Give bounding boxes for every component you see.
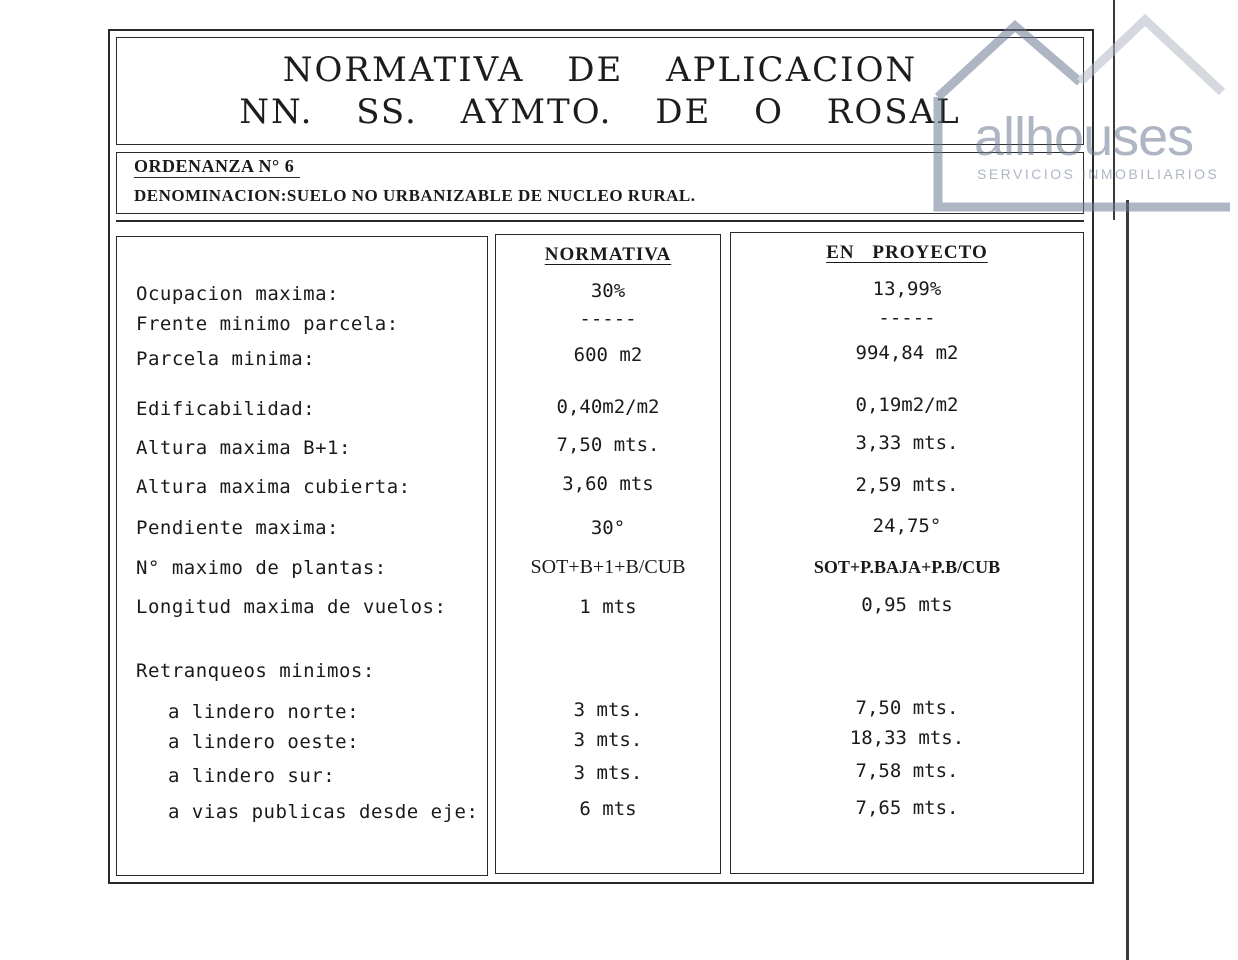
row-proyecto: 7,50 mts. bbox=[855, 697, 959, 719]
row-label: Altura maxima cubierta: bbox=[136, 476, 411, 498]
row-label: a lindero oeste: bbox=[168, 731, 360, 753]
header-normativa: NORMATIVA bbox=[544, 244, 672, 265]
row-normativa: 3 mts. bbox=[573, 729, 643, 751]
row-proyecto: 994,84 m2 bbox=[855, 342, 959, 364]
row-proyecto: 3,33 mts. bbox=[855, 432, 959, 454]
row-label: Parcela minima: bbox=[136, 348, 316, 370]
row-proyecto: 2,59 mts. bbox=[855, 474, 959, 496]
row-label: Longitud maxima de vuelos: bbox=[136, 596, 447, 618]
row-normativa: 0,40m2/m2 bbox=[556, 396, 660, 418]
retranqueos-label: Retranqueos minimos: bbox=[136, 660, 375, 682]
row-normativa: 3 mts. bbox=[573, 699, 643, 721]
page-edge-line-lower bbox=[1126, 200, 1129, 960]
row-normativa: 30% bbox=[590, 280, 626, 302]
row-label: Altura maxima B+1: bbox=[136, 437, 351, 459]
row-label: Edificabilidad: bbox=[136, 398, 316, 420]
row-proyecto: 24,75° bbox=[872, 515, 942, 537]
row-normativa: SOT+B+1+B/CUB bbox=[530, 556, 686, 578]
row-normativa: ----- bbox=[579, 308, 637, 330]
row-proyecto: 7,58 mts. bbox=[855, 760, 959, 782]
row-normativa: 6 mts bbox=[579, 798, 637, 820]
row-proyecto: 0,95 mts bbox=[861, 594, 953, 616]
header-en-proyecto: EN PROYECTO bbox=[826, 242, 988, 263]
watermark-tagline: SERVICIOS INMOBILIARIOS bbox=[977, 166, 1220, 182]
row-label: a vias publicas desde eje: bbox=[168, 801, 479, 823]
row-label: Pendiente maxima: bbox=[136, 517, 339, 539]
row-normativa: 3,60 mts bbox=[562, 473, 654, 495]
row-proyecto: 0,19m2/m2 bbox=[855, 394, 959, 416]
row-normativa: 7,50 mts. bbox=[556, 434, 660, 456]
row-normativa: 3 mts. bbox=[573, 762, 643, 784]
title-line-2: NN. SS. AYMTO. DE O ROSAL bbox=[239, 92, 961, 132]
ordenanza-denominacion: DENOMINACION:SUELO NO URBANIZABLE DE NUCLEO RURAL. bbox=[134, 186, 696, 205]
row-normativa: 1 mts bbox=[579, 596, 637, 618]
row-proyecto: 7,65 mts. bbox=[855, 797, 959, 819]
row-proyecto: ----- bbox=[878, 307, 936, 329]
row-label: N° maximo de plantas: bbox=[136, 557, 387, 579]
ordenanza-rule bbox=[116, 220, 1084, 222]
row-label: Frente minimo parcela: bbox=[136, 313, 399, 335]
row-label: a lindero norte: bbox=[168, 701, 360, 723]
watermark-logo bbox=[930, 12, 1230, 212]
row-proyecto: SOT+P.BAJA+P.B/CUB bbox=[813, 557, 1001, 577]
row-normativa: 30° bbox=[590, 517, 626, 539]
row-proyecto: 18,33 mts. bbox=[849, 727, 965, 749]
watermark-brand: allhouses bbox=[974, 107, 1194, 167]
row-normativa: 600 m2 bbox=[573, 344, 643, 366]
title-line-1: NORMATIVA DE APLICACION bbox=[282, 50, 918, 90]
ordenanza-number: ORDENANZA N° 6 bbox=[134, 156, 300, 178]
row-label: a lindero sur: bbox=[168, 765, 336, 787]
row-proyecto: 13,99% bbox=[872, 278, 942, 300]
row-label: Ocupacion maxima: bbox=[136, 283, 339, 305]
